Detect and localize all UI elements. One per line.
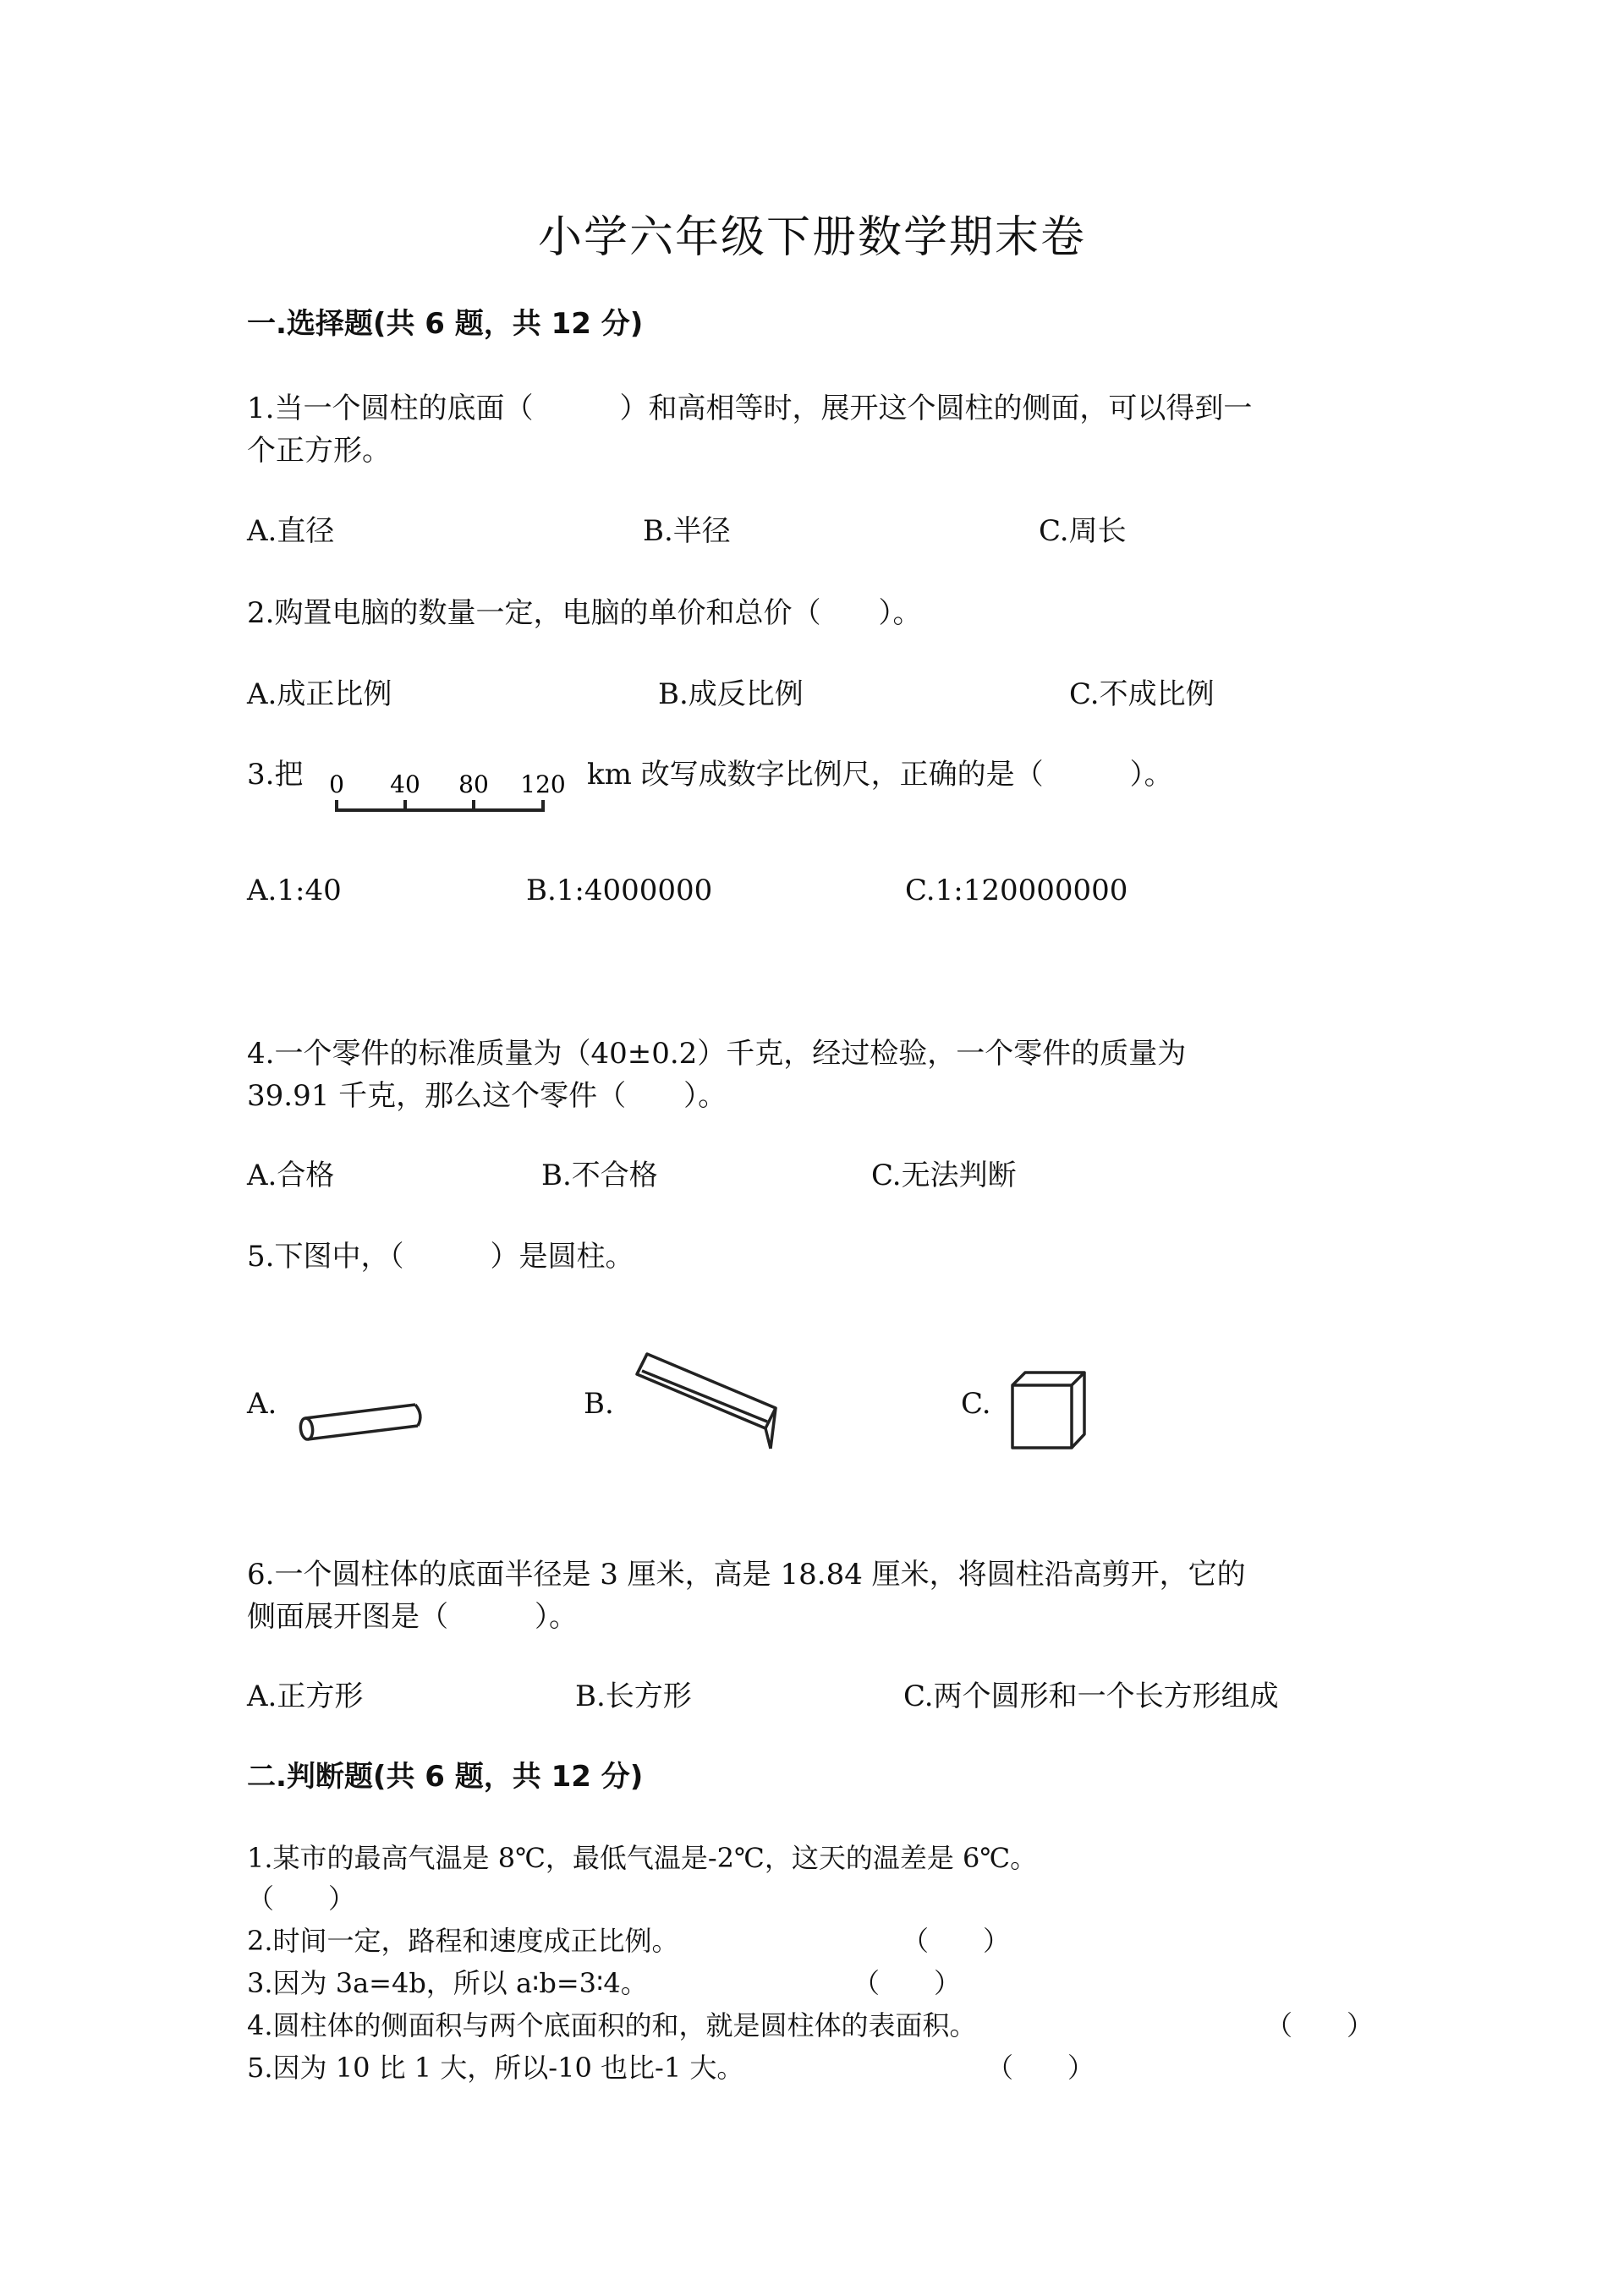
q3-prefix: 3.把 xyxy=(247,758,304,792)
q2-option-c[interactable]: C.不成比例 xyxy=(1069,677,1215,711)
q3-option-b[interactable]: B.1:4000000 xyxy=(526,874,713,907)
q2-text-line1: 2.购置电脑的数量一定，电脑的单价和总价（ ）。 xyxy=(247,596,922,630)
q6-option-b[interactable]: B.长方形 xyxy=(575,1680,692,1713)
q4-text-line1: 4.一个零件的标准质量为（40±0.2）千克，经过检验，一个零件的质量为 xyxy=(247,1037,1187,1071)
scale-label-40: 40 xyxy=(390,770,420,798)
q6-option-a[interactable]: A.正方形 xyxy=(247,1680,364,1713)
q1-option-c[interactable]: C.周长 xyxy=(1039,514,1127,548)
q3-option-a[interactable]: A.1:40 xyxy=(247,874,342,907)
judge-item-2-blank[interactable]: （ ） xyxy=(902,1925,1011,1957)
q2-option-a[interactable]: A.成正比例 xyxy=(247,677,392,711)
q4-option-c[interactable]: C.无法判断 xyxy=(871,1159,1017,1192)
section-heading-choice: 一.选择题(共 6 题，共 12 分) xyxy=(247,307,644,341)
judge-item-2: 2.时间一定，路程和速度成正比例。 xyxy=(247,1925,679,1957)
q4-option-b[interactable]: B.不合格 xyxy=(541,1159,658,1192)
q6-option-c[interactable]: C.两个圆形和一个长方形组成 xyxy=(903,1680,1279,1713)
q6-text-line1: 6.一个圆柱体的底面半径是 3 厘米，高是 18.84 厘米，将圆柱沿高剪开，它的 xyxy=(247,1558,1246,1592)
judge-item-4-blank[interactable]: （ ） xyxy=(1265,2009,1374,2041)
scale-label-120: 120 xyxy=(520,770,566,798)
q1-text-line2: 个正方形。 xyxy=(247,434,391,468)
q5-option-b[interactable]: B. xyxy=(584,1387,614,1421)
cube-figure xyxy=(1008,1368,1093,1453)
q5-option-a[interactable]: A. xyxy=(247,1387,277,1421)
q3-option-c[interactable]: C.1:120000000 xyxy=(905,874,1128,907)
q1-text-line1: 1.当一个圆柱的底面（ ）和高相等时，展开这个圆柱的侧面，可以得到一 xyxy=(247,392,1253,425)
q5-option-c[interactable]: C. xyxy=(961,1387,991,1421)
triangular-prism-figure xyxy=(622,1349,791,1450)
judge-item-3-blank[interactable]: （ ） xyxy=(853,1967,962,1999)
cylinder-rod-figure xyxy=(292,1400,436,1450)
q5-text-line1: 5.下图中，（ ）是圆柱。 xyxy=(247,1240,634,1274)
q2-option-b[interactable]: B.成反比例 xyxy=(658,677,804,711)
scale-bar-figure xyxy=(321,770,567,829)
judge-item-5: 5.因为 10 比 1 大，所以-10 也比-1 大。 xyxy=(247,2052,744,2084)
q4-option-a[interactable]: A.合格 xyxy=(247,1159,335,1192)
q4-text-line2: 39.91 千克，那么这个零件（ ）。 xyxy=(247,1079,727,1113)
judge-item-4: 4.圆柱体的侧面积与两个底面积的和，就是圆柱体的表面积。 xyxy=(247,2009,977,2041)
scale-label-0: 0 xyxy=(329,770,344,798)
q6-text-line2: 侧面展开图是（ ）。 xyxy=(247,1600,578,1634)
judge-item-1-blank[interactable]: （ ） xyxy=(247,1882,356,1915)
judge-item-1: 1.某市的最高气温是 8℃，最低气温是-2℃，这天的温差是 6℃。 xyxy=(247,1842,1038,1874)
section-heading-judge: 二.判断题(共 6 题，共 12 分) xyxy=(247,1760,644,1794)
judge-item-5-blank[interactable]: （ ） xyxy=(986,2052,1095,2084)
q1-option-a[interactable]: A.直径 xyxy=(247,514,335,548)
judge-item-3: 3.因为 3a=4b，所以 a∶b=3∶4。 xyxy=(247,1967,648,1999)
q1-option-b[interactable]: B.半径 xyxy=(643,514,731,548)
scale-label-80: 80 xyxy=(458,770,489,798)
q3-suffix: km 改写成数字比例尺，正确的是（ ）。 xyxy=(587,758,1173,792)
page-title: 小学六年级下册数学期末卷 xyxy=(537,212,1086,263)
